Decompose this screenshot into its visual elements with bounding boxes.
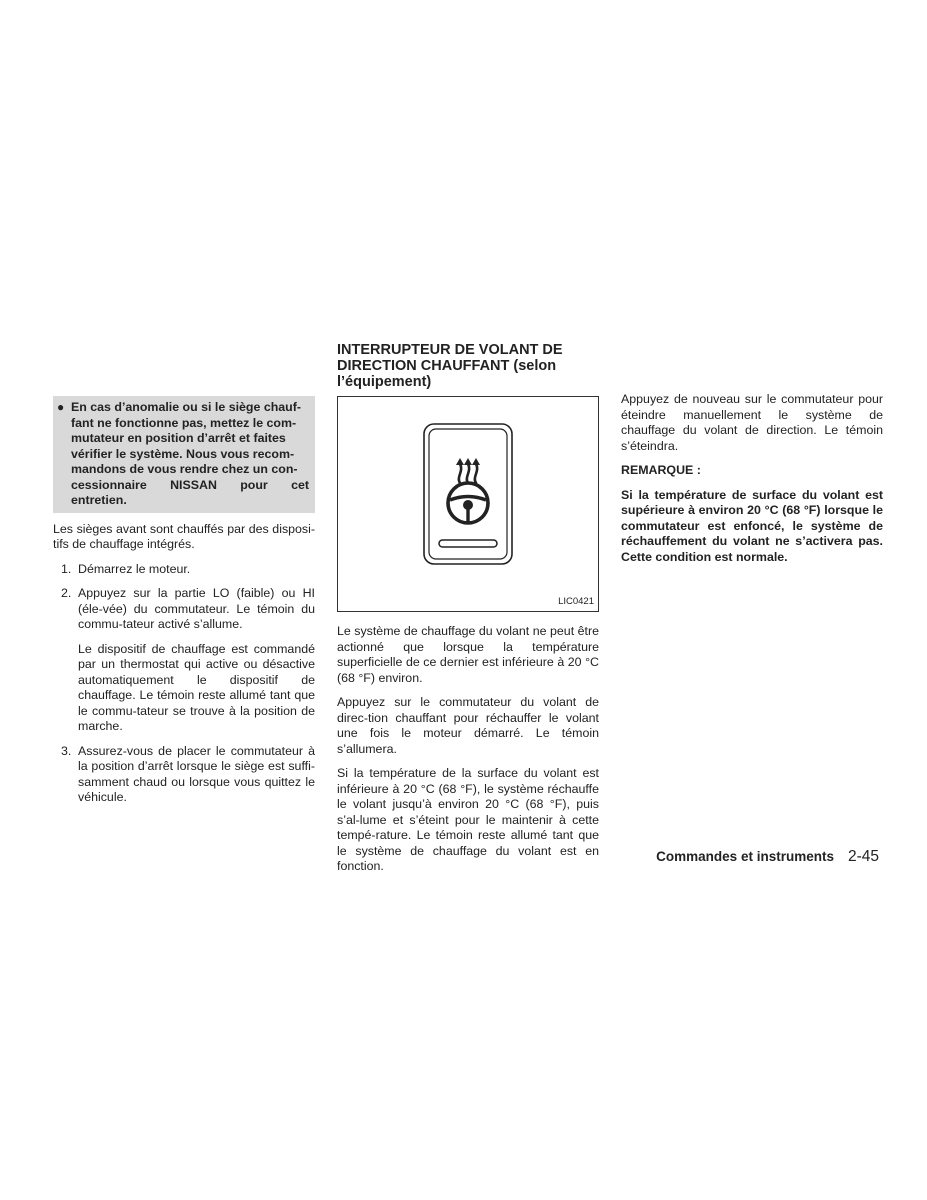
step-number: 3.: [61, 743, 72, 758]
warning-line: cessionnaire NISSAN pour cet: [71, 477, 309, 492]
page-footer: [656, 848, 879, 866]
step-text: Appuyez sur la partie LO (faible) ou HI (éle-vée) du commutateur. Le témoin du commu-tateur activé s’allume.: [78, 586, 315, 631]
step-extra-text: Le dispositif de chauffage est commandé par un thermostat qui active ou désactive automatiquement le dispositif de chauffage. Le témoin reste allumé tant que le commu-tateur se trouve à la position de marche.: [78, 641, 315, 733]
step-item: [53, 586, 315, 735]
remark-title: REMARQUE :: [621, 463, 701, 477]
warning-line: mandons de vous rendre chez un con-: [71, 462, 298, 476]
body-paragraph: Appuyez sur le commutateur du volant de direc-tion chauffant pour réchauffer le volant une fois le moteur démarré. Le témoin s’allumera.: [337, 695, 599, 756]
indicator-bar-icon: [439, 540, 497, 547]
heading-line: INTERRUPTEUR DE VOLANT DE: [337, 342, 563, 358]
right-column: [621, 392, 883, 574]
body-paragraph: Appuyez de nouveau sur le commutateur pour éteindre manuellement le système de chauffage du volant de direction. Le témoin s’éteindra.: [621, 392, 883, 453]
step-item: [53, 562, 315, 578]
warning-line: fant ne fonctionne pas, mettez le com-: [71, 415, 297, 430]
warning-line: entretien.: [71, 493, 127, 507]
left-column: [53, 396, 315, 815]
warning-line: mutateur en position d’arrêt et faites: [71, 431, 286, 445]
step-number: 2.: [61, 586, 72, 600]
heated-steering-wheel-icon: [423, 423, 513, 565]
middle-column: [337, 342, 599, 884]
heading-line: l’équipement): [337, 374, 432, 390]
step-text: Démarrez le moteur.: [78, 561, 191, 576]
step-text: Assurez-vous de placer le commutateur à la position d’arrêt lorsque le siège est suffi-samment chaud ou lorsque vous quittez le véhicule.: [78, 743, 315, 804]
steps-list: [53, 562, 315, 806]
remark-body: Si la température de surface du volant est supérieure à environ 20 °C (68 °F) lorsque le commutateur est enfoncé, le système de réchauffement du volant ne s’activera pas. Cette condition est normale.: [621, 487, 883, 564]
step-number: 1.: [61, 561, 72, 576]
warning-box: [53, 396, 315, 513]
warning-line: vérifier le système. Nous vous recom-: [71, 446, 295, 461]
footer-section-title: Commandes et instruments: [656, 849, 834, 864]
section-heading: [337, 342, 599, 390]
intro-paragraph: Les sièges avant sont chauffés par des disposi-tifs de chauffage intégrés.: [53, 521, 315, 551]
bullet-icon: ●: [57, 400, 65, 414]
switch-figure: [337, 396, 599, 612]
body-paragraph: Si la température de la surface du volant est inférieure à 20 °C (68 °F), le système réchauffe le volant jusqu’à environ 20 °C (68 °F), puis s’al-lume et s’éteint pour le maintenir à cette tempé-rature. Le témoin reste allumé tant que le système de chauffage du volant est en fonction.: [337, 766, 599, 873]
body-paragraph: Le système de chauffage du volant ne peut être actionné que lorsque la température superficielle de ce dernier est inférieure à 20 °C (68 °F) environ.: [337, 624, 599, 685]
heading-line: DIRECTION CHAUFFANT (selon: [337, 358, 557, 374]
figure-code: LIC0421: [558, 595, 594, 607]
warning-line: En cas d’anomalie ou si le siège chauf-: [71, 400, 301, 414]
page-number: 2-45: [847, 848, 879, 865]
step-item: [53, 744, 315, 806]
